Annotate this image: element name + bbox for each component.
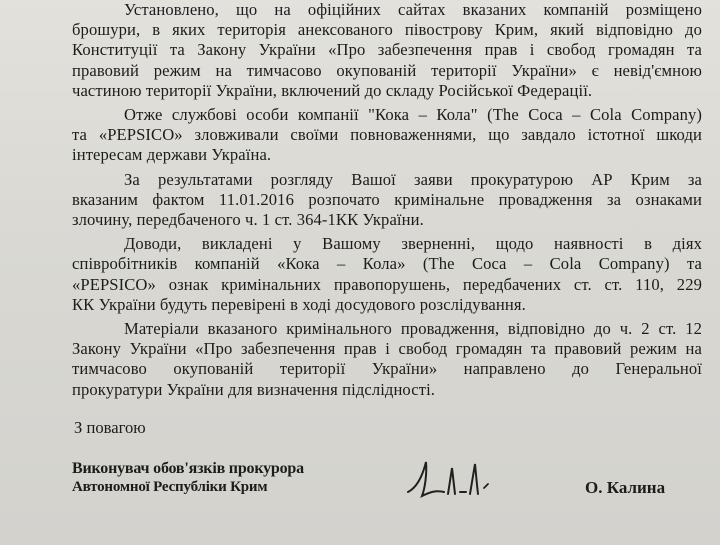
handwritten-signature [400, 448, 540, 508]
signatory-name: О. Калина [585, 478, 666, 497]
text-line: КК України будуть перевірені в ході досудового розслідування. [72, 294, 526, 314]
text-line: Отже службові особи компанії "Кока – Кола" (The Coca – Cola Company) [124, 105, 702, 125]
text-line: Закону України «Про забезпечення прав і свобод громадян та правовий режим на [72, 339, 702, 359]
text-line: За результатами розгляду Вашої заяви прокуратурою АР Крим за [124, 169, 702, 189]
signatory-title-line: Автономної Республіки Крим [72, 479, 268, 495]
text-line: «PEPSICO» ознак кримінальних правопорушень, передбачених ст. ст. 110, 229 [72, 274, 702, 294]
text-line: тимчасово окупованій території України» направлено до Генеральної [72, 359, 702, 379]
text-line: Установлено, що на офіційних сайтах вказаних компаній розміщено [124, 0, 702, 19]
paragraph-arguments [72, 234, 702, 315]
letter-body [72, 0, 702, 400]
signatory-title [72, 459, 304, 497]
paragraph-referral [72, 319, 702, 400]
text-line: частиною території України, включений до складу Російської Федерації. [72, 80, 593, 100]
text-line: співробітників компаній «Кока – Кола» (The Coca – Cola Company) та [72, 254, 702, 274]
text-line: Доводи, викладені у Вашому зверненні, щодо наявності в діях [124, 234, 702, 254]
text-line: та «PEPSICO» зловживали своїми повноваженнями, що завдало істотної шкоди [72, 125, 702, 145]
text-line: злочину, передбаченого ч. 1 ст. 364-1КК України. [72, 210, 424, 230]
paragraph-proceedings [72, 170, 702, 231]
paragraph-abuse [72, 105, 702, 166]
text-line: Конституції та Закону України «Про забезпечення прав і свобод громадян та [72, 40, 702, 60]
text-line: правовий режим на тимчасово окупованій території України» є невід'ємною [72, 60, 702, 80]
text-line: вказаним фактом 11.01.2016 розпочато кримінальне провадження за ознаками [72, 189, 702, 209]
paragraph-findings [72, 0, 702, 101]
closing-phrase: З повагою [74, 418, 146, 437]
text-line: брошури, в яких територія анексованого півострову Крим, який відповідно до [72, 20, 702, 40]
text-line: Матеріали вказаного кримінального провадження, відповідно до ч. 2 ст. 12 [124, 319, 702, 339]
text-line: прокуратури України для визначення підслідності. [72, 379, 436, 399]
text-line: інтересам держави Україна. [72, 145, 272, 165]
signatory-title-line: Виконувач обов'язків прокурора [72, 460, 304, 477]
